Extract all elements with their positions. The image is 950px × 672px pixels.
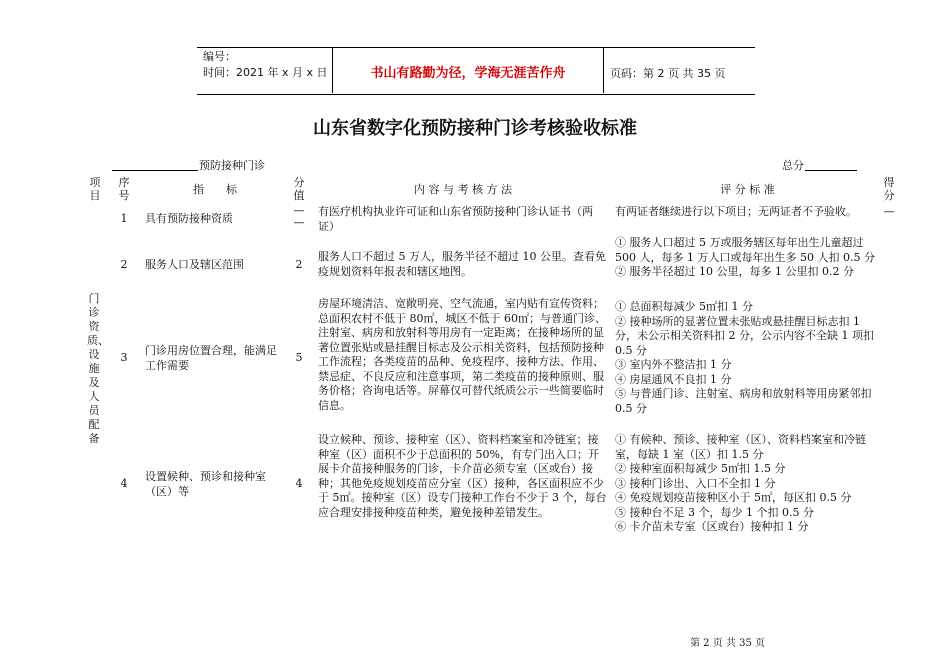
page-footer: 第 2 页 共 35 页 — [690, 638, 765, 649]
row-2-content: 服务人口不超过 5 万人，服务半径不超过 10 公里。查看免疫规划资料年报表和辖区地图。 — [318, 250, 606, 278]
row-2-seq: 2 — [120, 258, 128, 271]
col-score: 分 值 — [293, 176, 305, 202]
category-label: 门诊资质、设施及人员配备 — [87, 292, 109, 445]
row-1-score: — — — [293, 204, 305, 229]
row-2-score: 2 — [295, 258, 303, 271]
header-divider — [332, 48, 333, 93]
row-3-indicator: 门诊用房位置合理，能满足工作需要 — [145, 344, 277, 372]
row-4-indicator: 设置候种、预诊和接种室（区）等 — [145, 470, 266, 498]
clinic-label: 预防接种门诊 — [199, 159, 265, 172]
col-content: 内 容 与 考 核 方 法 — [414, 183, 512, 196]
col-project: 项 目 — [89, 176, 101, 202]
col-indicator: 指 标 — [193, 183, 237, 196]
page-code: 页码：第 2 页 共 35 页 — [610, 67, 726, 80]
col-criteria: 评 分 标 准 — [720, 183, 775, 196]
col-got: 得 分 — [883, 176, 895, 202]
page-title: 山东省数字化预防接种门诊考核验收标准 — [313, 118, 637, 139]
row-3-seq: 3 — [120, 351, 128, 364]
header-meta — [203, 49, 328, 81]
row-1-got: — — [883, 205, 895, 218]
row-1-seq: 1 — [120, 212, 128, 225]
row-2-indicator: 服务人口及辖区范围 — [145, 258, 244, 271]
row-4-score: 4 — [295, 477, 303, 490]
clinic-name-blank — [112, 170, 198, 171]
total-blank — [805, 170, 857, 171]
col-seq: 序 号 — [118, 176, 130, 202]
row-3-score: 5 — [295, 351, 303, 364]
number-label: 编号： — [203, 50, 236, 63]
row-1-indicator: 具有预防接种资质 — [145, 212, 233, 225]
row-3-content: 房屋环境清洁、宽敞明亮、空气流通，室内贴有宣传资料；总面积农村不低于 80㎡，城区不低于 60㎡；与普通门诊、注射室、病房和放射科等用房有一定距离；在接种场所的显著位置张贴或悬挂醒目标志及公示相关资料，包括预防接种工作流程；各类疫苗的品种、免疫程序、接种方法、作用、禁忌症、不良反应和注意事项，第二类疫苗的接种原则、服务价格；咨询电话等。屏幕仅可替代纸质公示一些简要临时信息。 — [318, 297, 606, 412]
row-1-content: 有医疗机构执业许可证和山东省预防接种门诊认证书（两证） — [318, 205, 593, 233]
total-label: 总分 — [782, 159, 804, 172]
row-4-content: 设立候种、预诊、接种室（区）、资料档案室和冷链室；接种室（区）面积不少于总面积的 50%，有专门出入口；开展卡介苗接种服务的门诊，卡介苗必须专室（区或台）接种；其他免疫规划疫苗应分室（区）接种，各区面积应不少于 5㎡。接种室（区）设专门接种工作台不少于 3 个，每台应合理安排接种疫苗种类，避免接种差错发生。 — [318, 433, 607, 519]
row-4-criteria: ① 有候种、预诊、接种室（区）、资料档案室和冷链室，每缺 1 室（区）扣 1.5 分 ② 接种室面积每减少 5㎡扣 1.5 分 ③ 接种门诊出、入口不全扣 1 分 ④ 免疫规划疫苗接种区小于 5㎡，每区扣 0.5 分 ⑤ 接种台不足 3 个，每少 1 个扣 0.5 分 ⑥ 卡介苗未专室（区或台）接种扣 1 分 — [615, 433, 866, 533]
row-4-seq: 4 — [120, 477, 128, 490]
row-1-criteria: 有两证者继续进行以下项目；无两证者不予验收。 — [615, 205, 857, 218]
motto-text: 书山有路勤为径，学海无涯苦作舟 — [370, 66, 566, 81]
row-2-criteria: ① 服务人口超过 5 万或服务辖区每年出生儿童超过 500 人，每多 1 万人口或每年出生多 50 人扣 0.5 分 ② 服务半径超过 10 公里，每多 1 公里扣 0.2 分 — [615, 236, 875, 278]
time-label: 时间：2021 年 x 月 x 日 — [203, 66, 328, 79]
header-divider — [603, 48, 604, 93]
row-3-criteria: ① 总面积每减少 5㎡扣 1 分 ② 接种场所的显著位置未张贴或悬挂醒目标志扣 1 分，未公示相关资料扣 2 分，公示内容不全缺 1 项扣 0.5 分 ③ 室内外不整洁扣 1 分 ④ 房屋通风不良扣 1 分 ⑤ 与普通门诊、注射室、病房和放射科等用房紧邻扣 0.5 分 — [615, 300, 874, 415]
